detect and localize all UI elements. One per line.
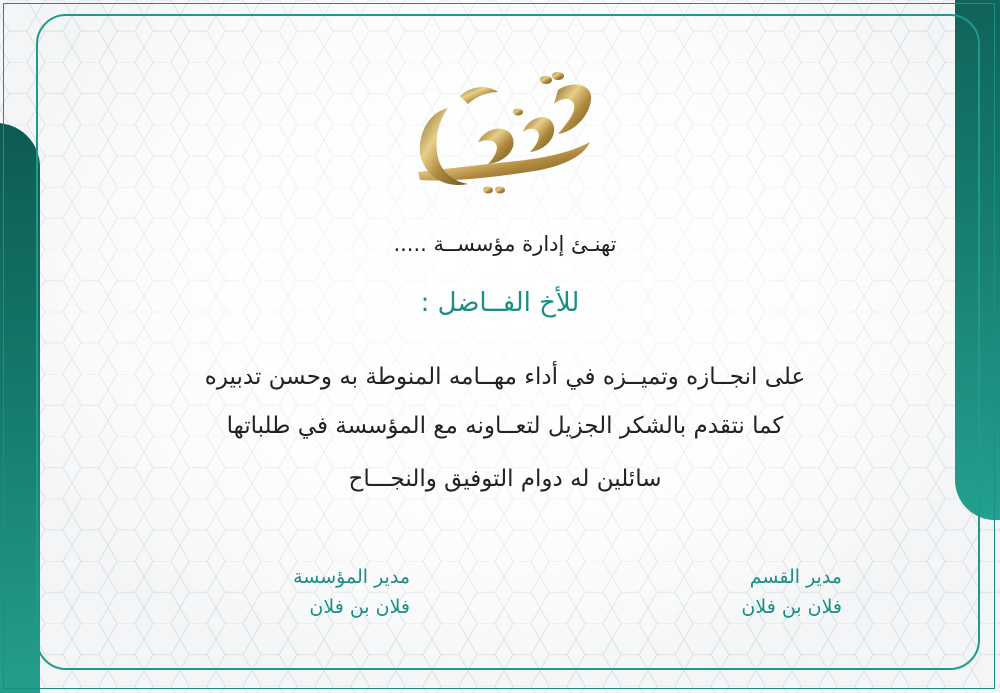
intro-text: تهنـئ إدارة مؤسســة ..... <box>393 232 617 256</box>
body-line-1: على انجــازه وتميــزه في أداء مهــامه المنوطة به وحسن تدبيره <box>204 364 806 390</box>
body-line-3: سائلين له دوام التوفيق والنجـــاح <box>348 466 662 492</box>
signature-title: مدير المؤسسة <box>293 566 410 588</box>
body-line-2: كما نتقدم بالشكر الجزيل لتعــاونه مع المؤسسة في طلباتها <box>226 413 784 439</box>
signature-title: مدير القسم <box>749 566 842 588</box>
signature-department-manager <box>672 562 842 622</box>
signature-name: فلان بن فلان <box>741 596 842 618</box>
signature-institution-manager <box>240 562 410 622</box>
tahniah-calligraphy-logo <box>408 62 598 197</box>
addressee-heading: للأخ الفــاضل : <box>420 288 580 318</box>
signature-name: فلان بن فلان <box>309 596 410 618</box>
